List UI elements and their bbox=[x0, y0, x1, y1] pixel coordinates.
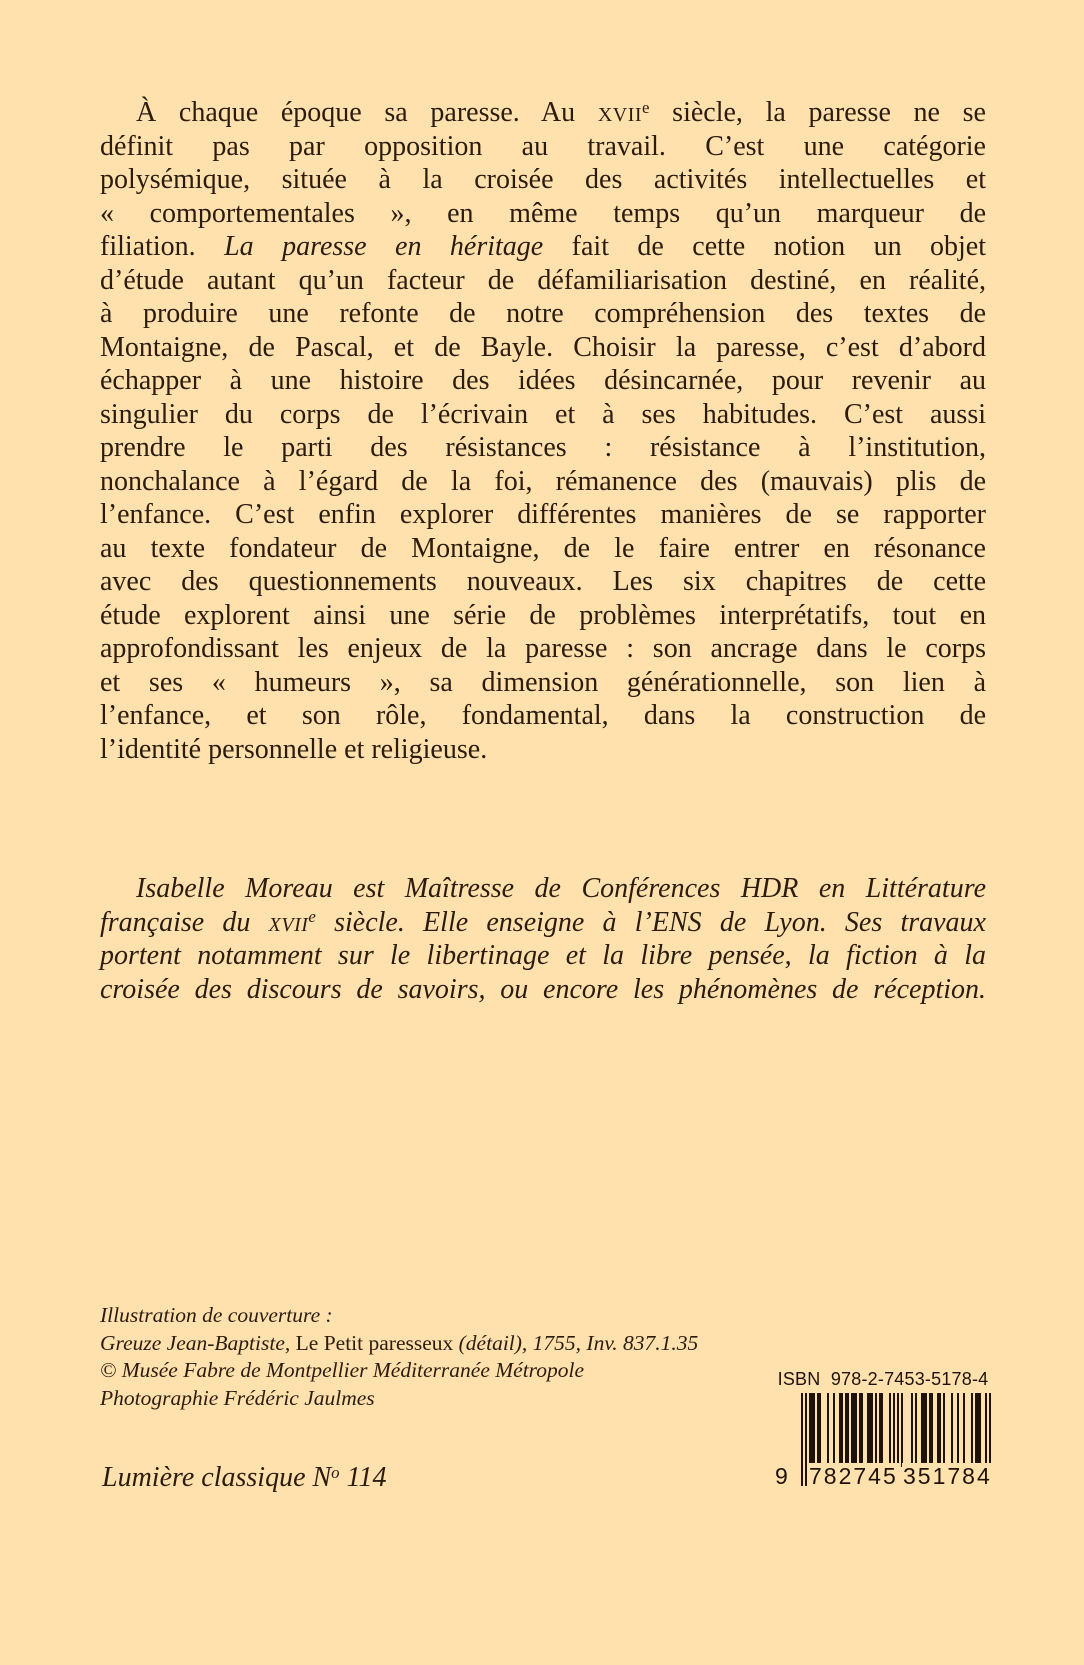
ean-first-digit: 9 bbox=[775, 1463, 788, 1489]
synopsis-line: prendre le parti des résistances : résistance à l’institution, bbox=[100, 432, 986, 463]
credits-photographer: Photographie Frédéric Jaulmes bbox=[100, 1385, 375, 1410]
synopsis-line bbox=[100, 96, 986, 130]
synopsis-paragraph bbox=[100, 96, 986, 766]
ordinal-superscript: o bbox=[331, 1462, 340, 1482]
synopsis-line: singulier du corps de l’écrivain et à ses habitudes. C’est aussi bbox=[100, 398, 986, 430]
synopsis-line: étude explorent ainsi une série de problèmes interprétatifs, tout en bbox=[100, 599, 986, 631]
author-bio bbox=[100, 872, 986, 1006]
bio-text: française du bbox=[100, 906, 269, 938]
ean-right-digits: 351784 bbox=[903, 1463, 992, 1489]
book-title-italic: La paresse en héritage bbox=[224, 231, 544, 262]
isbn-barcode bbox=[775, 1369, 991, 1493]
bio-line bbox=[100, 906, 986, 940]
synopsis-line: au texte fondateur de Montaigne, de le faire entrer en résonance bbox=[100, 532, 986, 564]
credits-artwork bbox=[100, 1330, 800, 1358]
credits-museum: © Musée Fabre de Montpellier Méditerranée Métropole bbox=[100, 1358, 585, 1383]
artwork-details: (détail), 1755, Inv. 837.1.35 bbox=[458, 1330, 699, 1355]
synopsis-line: l’enfance, et son rôle, fondamental, dans la construction de bbox=[100, 700, 986, 731]
synopsis-text: siècle, la paresse ne se bbox=[649, 97, 986, 128]
synopsis-line: approfondissant les enjeux de la paresse : son ancrage dans le corps bbox=[100, 633, 986, 664]
synopsis-line: Montaigne, de Pascal, et de Bayle. Choisir la paresse, c’est d’abord bbox=[100, 331, 986, 363]
bio-line: portent notamment sur le libertinage et la libre pensée, la fiction à la bbox=[100, 940, 986, 971]
synopsis-line bbox=[100, 230, 986, 264]
collection-number: 114 bbox=[339, 1462, 387, 1493]
collection-name: Lumière classique N bbox=[102, 1462, 332, 1493]
synopsis-line: échapper à une histoire des idées désincarnée, pour revenir au bbox=[100, 365, 986, 396]
bio-line: croisée des discours de savoirs, ou encore les phénomènes de réception. bbox=[100, 973, 986, 1005]
synopsis-text: À chaque époque sa paresse. Au bbox=[136, 97, 598, 128]
synopsis-line: et ses « humeurs », sa dimension générationnelle, son lien à bbox=[100, 666, 986, 698]
barcode-bars bbox=[775, 1393, 991, 1493]
cover-credits bbox=[100, 1302, 800, 1412]
artist-name: Greuze Jean-Baptiste, bbox=[100, 1330, 291, 1355]
bio-line: Isabelle Moreau est Maîtresse de Conférences HDR en Littérature bbox=[136, 873, 986, 904]
artwork-title: Le Petit paresseux bbox=[290, 1330, 459, 1355]
synopsis-line: polysémique, située à la croisée des activités intellectuelles et bbox=[100, 164, 986, 195]
ordinal-superscript: e bbox=[308, 907, 316, 927]
ordinal-superscript: e bbox=[642, 97, 650, 117]
synopsis-line: « comportementales », en même temps qu’un marqueur de bbox=[100, 197, 986, 229]
synopsis-line: nonchalance à l’égard de la foi, rémanence des (mauvais) plis de bbox=[100, 465, 986, 497]
century-smallcaps: xvii bbox=[597, 97, 643, 128]
synopsis-line: l’identité personnelle et religieuse. bbox=[100, 733, 488, 765]
synopsis-line: avec des questionnements nouveaux. Les six chapitres de cette bbox=[100, 566, 986, 597]
synopsis-line: l’enfance. C’est enfin explorer différentes manières de se rapporter bbox=[100, 499, 986, 530]
synopsis-text: fait de cette notion un objet bbox=[543, 231, 986, 262]
century-smallcaps: xvii bbox=[268, 906, 309, 938]
bio-text: siècle. Elle enseigne à l’ENS de Lyon. Ses travaux bbox=[315, 906, 986, 938]
credits-heading: Illustration de couverture : bbox=[100, 1303, 333, 1327]
isbn-number: ISBN 978-2-7453-5178-4 bbox=[777, 1369, 989, 1389]
ean-left-digits: 782745 bbox=[809, 1463, 898, 1489]
synopsis-line: définit pas par opposition au travail. C’est une catégorie bbox=[100, 130, 986, 162]
synopsis-text: filiation. bbox=[100, 231, 225, 262]
synopsis-line: à produire une refonte de notre compréhension des textes de bbox=[100, 298, 986, 329]
collection-label bbox=[102, 1462, 386, 1494]
synopsis-line: d’étude autant qu’un facteur de défamiliarisation destiné, en réalité, bbox=[100, 264, 986, 296]
